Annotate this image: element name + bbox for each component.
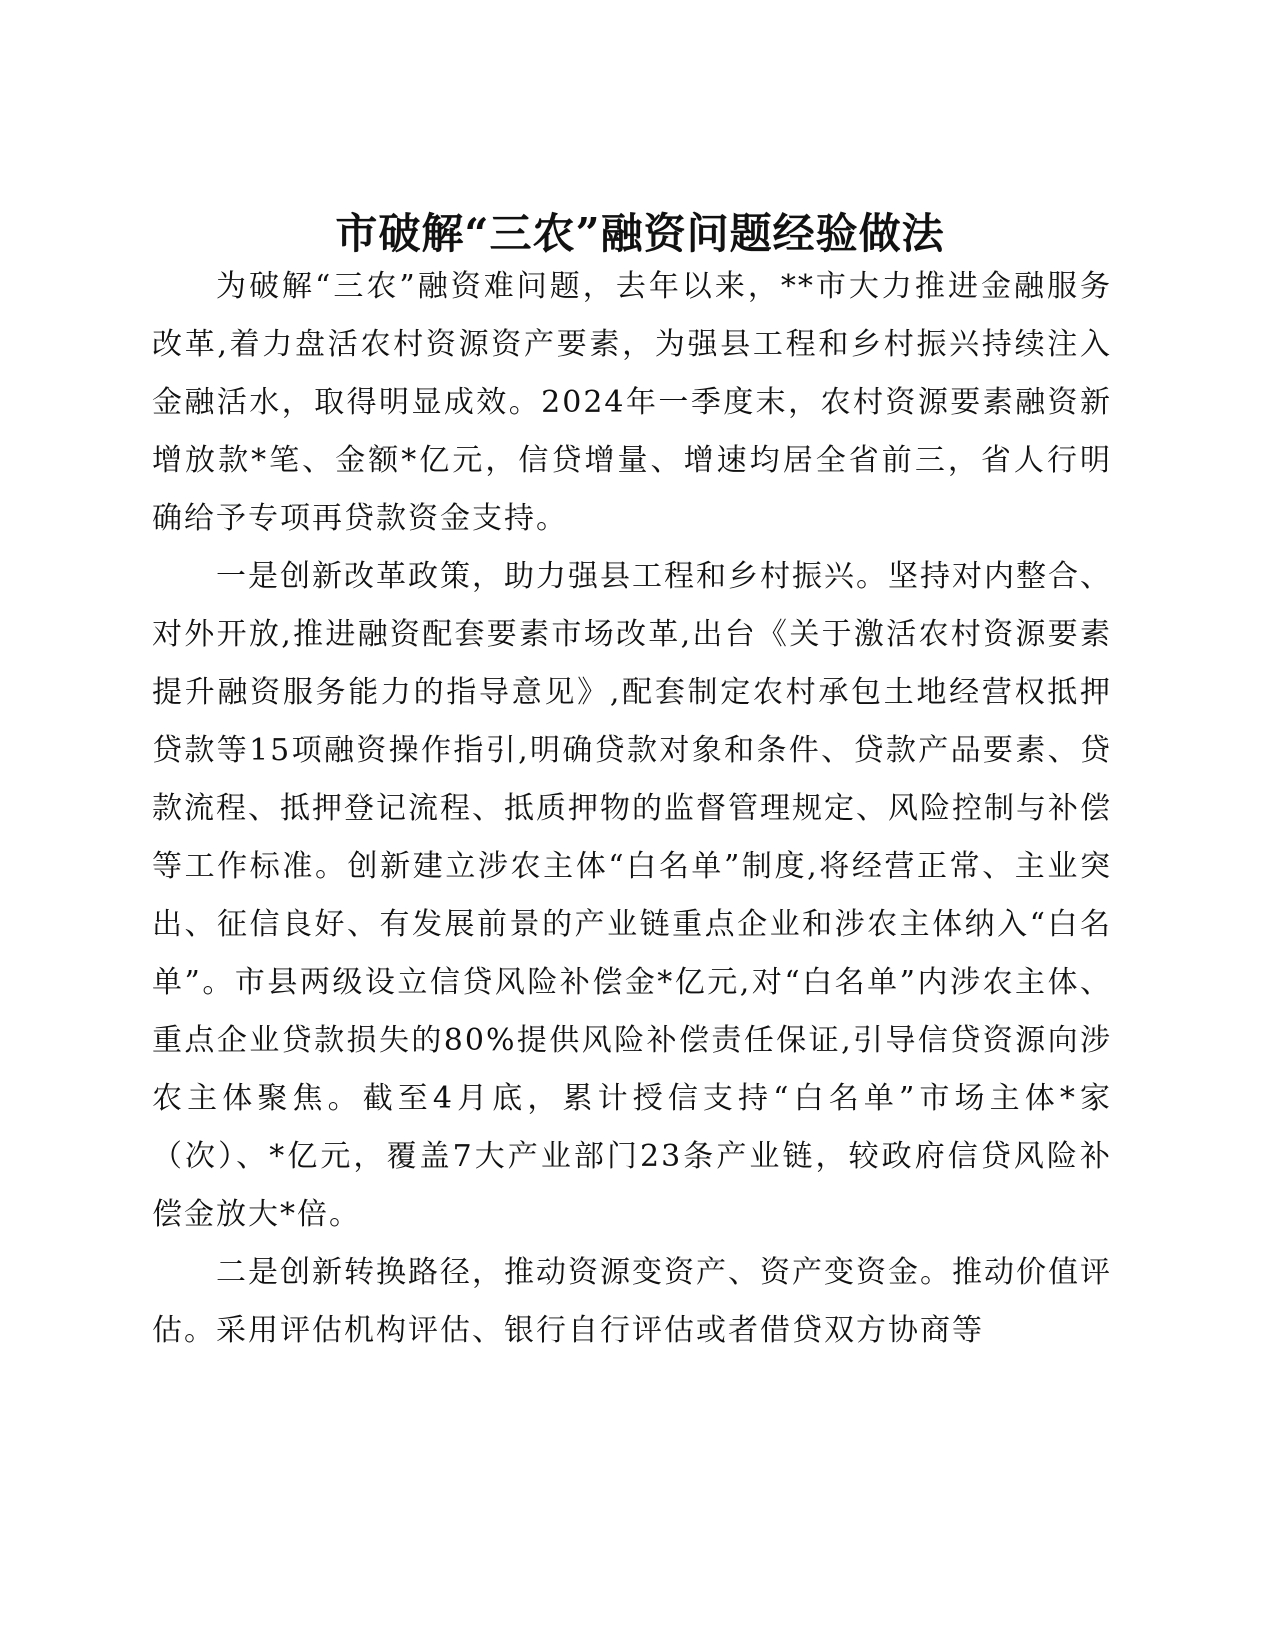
- paragraph-section-two: 二是创新转换路径，推动资源变资产、资产变资金。推动价值评估。采用评估机构评估、银行自行评估或者借贷双方协商等: [152, 1255, 1112, 1348]
- paragraph-section-one: 一是创新改革政策，助力强县工程和乡村振兴。坚持对内整合、对外开放,推进融资配套要素市场改革,出台《关于激活农村资源要素提升融资服务能力的指导意见》,配套制定农村承包土地经营权抵押贷款等15项融资操作指引,明确贷款对象和条件、贷款产品要素、贷款流程、抵押登记流程、抵质押物的监督管理规定、风险控制与补偿等工作标准。创新建立涉农主体“白名单”制度,将经营正常、主业突出、征信良好、有发展前景的产业链重点企业和涉农主体纳入“白名单”。市县两级设立信贷风险补偿金*亿元,对“白名单”内涉农主体、重点企业贷款损失的80%提供风险补偿责任保证,引导信贷资源向涉农主体聚焦。截至4月底，累计授信支持“白名单”市场主体*家（次）、*亿元，覆盖7大产业部门23条产业链，较政府信贷风险补偿金放大*倍。: [152, 559, 1112, 1232]
- paragraph-intro: 为破解“三农”融资难问题，去年以来，**市大力推进金融服务改革,着力盘活农村资源资产要素，为强县工程和乡村振兴持续注入金融活水，取得明显成效。2024年一季度末，农村资源要素融资新增放款*笔、金额*亿元，信贷增量、增速均居全省前三，省人行明确给予专项再贷款资金支持。: [152, 269, 1112, 536]
- page-title: 市破解“三农”融资问题经验做法: [335, 209, 945, 259]
- document-body: [152, 258, 1112, 1360]
